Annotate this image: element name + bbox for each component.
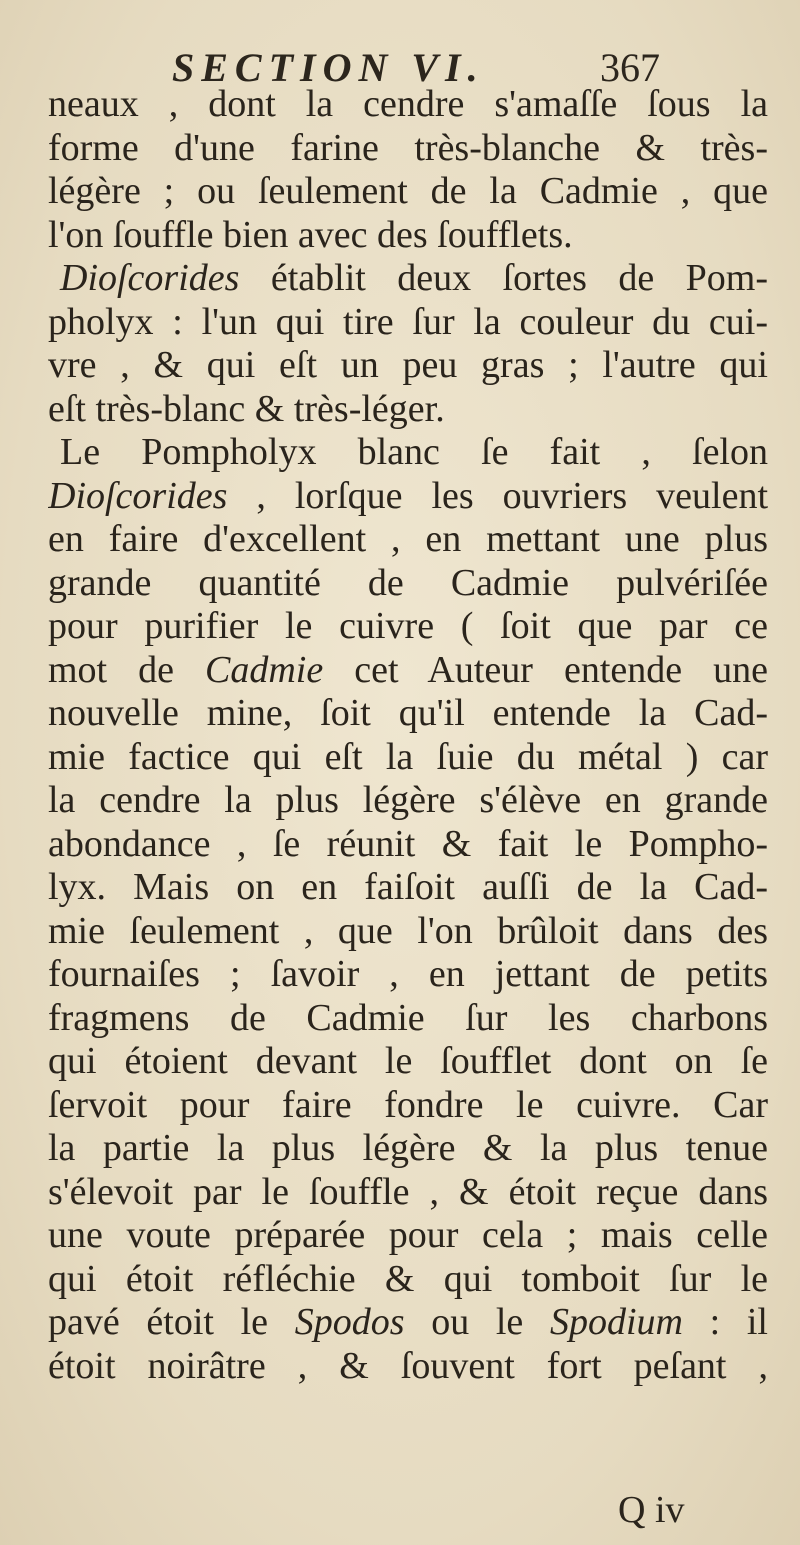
text-line — [48, 866, 768, 910]
text-segment: fragmens de Cadmie ſur les charbons — [48, 996, 768, 1039]
text-line — [48, 1214, 768, 1258]
text-segment: légère ; ou ſeulement de la Cadmie , que — [48, 170, 768, 212]
text-segment: abondance , ſe réunit & fait le Pompho- — [48, 822, 768, 865]
text-segment: qui étoit réfléchie & qui tomboit ſur le — [48, 1257, 768, 1300]
text-segment: nouvelle mine, ſoit qu'il entende la Cad- — [48, 692, 768, 734]
text-line — [48, 692, 768, 736]
text-segment: grande quantité de Cadmie pulvériſée — [48, 561, 768, 604]
text-segment: pholyx : l'un qui tire ſur la couleur du cui- — [48, 300, 768, 343]
text-line — [48, 1345, 768, 1389]
text-line — [48, 431, 768, 475]
italic-text: Dioſcorides — [48, 474, 228, 517]
text-line — [48, 562, 768, 606]
italic-text: Cadmie — [205, 648, 324, 691]
text-segment: , lorſque les ouvriers veulent — [227, 474, 768, 517]
text-segment: étoit noirâtre , & ſouvent fort peſant , — [48, 1344, 768, 1387]
body-text — [48, 83, 768, 1388]
text-segment: pour purifier le cuivre ( ſoit que par ce — [48, 605, 768, 647]
text-segment: eſt très-blanc & très-léger. — [48, 387, 445, 430]
text-segment: la cendre la plus légère s'élève en grande — [48, 779, 768, 821]
text-line — [48, 997, 768, 1041]
italic-text: Spodium — [549, 1301, 683, 1343]
text-line — [48, 736, 768, 780]
text-line — [48, 1258, 768, 1302]
text-segment: en faire d'excellent , en mettant une plus — [48, 518, 768, 560]
text-segment: la partie la plus légère & la plus tenue — [48, 1127, 768, 1169]
page-number: 367 — [600, 45, 660, 90]
text-line — [48, 1171, 768, 1215]
text-segment: : il — [682, 1301, 768, 1343]
text-segment: vre , & qui eſt un peu gras ; l'autre qui — [48, 344, 768, 386]
text-segment: pavé étoit le — [48, 1301, 295, 1343]
text-segment: fournaiſes ; ſavoir , en jettant de petits — [48, 953, 768, 995]
text-line — [48, 127, 768, 171]
text-line — [48, 301, 768, 345]
italic-text: Dioſcorides — [60, 257, 240, 299]
text-segment: forme d'une farine très-blanche & très- — [48, 126, 768, 169]
text-line — [48, 823, 768, 867]
text-segment: qui étoient devant le ſoufflet dont on ſe — [48, 1040, 768, 1082]
text-segment: l'on ſouffle bien avec des ſoufflets. — [48, 213, 573, 256]
text-line — [48, 388, 768, 432]
text-segment: Le Pompholyx blanc ſe fait , ſelon — [60, 431, 768, 473]
section-title: SECTION VI. — [172, 45, 485, 90]
text-line — [48, 1301, 768, 1345]
text-segment: ou le — [404, 1301, 550, 1343]
text-segment: lyx. Mais on en faiſoit auſſi de la Cad- — [48, 866, 768, 908]
italic-text: Spodos — [294, 1301, 405, 1343]
text-segment: une voute préparée pour cela ; mais celle — [48, 1214, 768, 1256]
text-line — [48, 518, 768, 562]
text-line — [48, 257, 768, 301]
text-segment: cet Auteur entende une — [323, 648, 768, 691]
text-line — [48, 779, 768, 823]
text-line — [48, 1127, 768, 1171]
text-segment: mie ſeulement , que l'on brûloit dans des — [48, 909, 768, 952]
signature-mark: Q iv — [618, 1489, 685, 1531]
text-line — [48, 170, 768, 214]
text-segment: établit deux ſortes de Pom- — [239, 257, 768, 299]
text-line — [48, 214, 768, 258]
text-line — [48, 953, 768, 997]
text-segment: neaux , dont la cendre s'amaſſe ſous la — [48, 83, 768, 125]
text-line — [48, 1040, 768, 1084]
text-segment: mie factice qui eſt la ſuie du métal ) car — [48, 735, 768, 778]
text-line — [48, 83, 768, 127]
text-line — [48, 475, 768, 519]
text-line — [48, 910, 768, 954]
text-line — [48, 1084, 768, 1128]
text-line — [48, 344, 768, 388]
text-segment: mot de — [48, 648, 205, 691]
text-line — [48, 649, 768, 693]
text-segment: s'élevoit par le ſouffle , & étoit reçue dans — [48, 1170, 768, 1213]
text-segment: ſervoit pour faire fondre le cuivre. Car — [48, 1083, 768, 1126]
text-line — [48, 605, 768, 649]
